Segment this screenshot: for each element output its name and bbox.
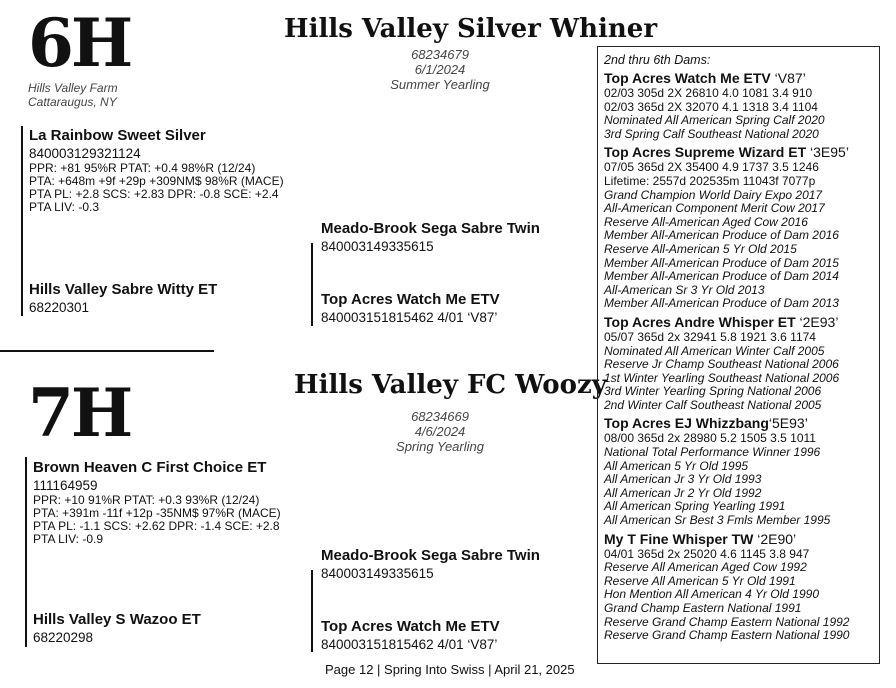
dam-entry-name xyxy=(604,314,874,331)
grand-dam-registration: 840003151815462 4/01 ‘V87’ xyxy=(321,310,498,325)
dam-honor: All-American Sr 3 Yr Old 2013 xyxy=(604,282,765,297)
dam-honor: Grand Champ Eastern National 1991 xyxy=(604,601,802,615)
dam-entry xyxy=(604,314,874,413)
dam-block xyxy=(29,281,217,316)
dam-entry-name xyxy=(604,415,874,432)
sire-registration: 840003129321124 xyxy=(29,146,141,161)
dam-honor: Reserve Jr Champ Southeast National 2006 xyxy=(604,357,839,372)
animal-birthdate: 4/6/2024 xyxy=(414,424,466,439)
animal-info xyxy=(340,47,540,92)
dam-record: 05/07 365d 2x 32941 5.8 1921 3.6 1174 xyxy=(604,329,816,344)
farm-location: Cattaraugus, NY xyxy=(28,95,117,109)
dam-pedigree-bracket xyxy=(311,570,313,652)
sire-of-dam-name: Meado-Brook Sega Sabre Twin xyxy=(321,547,540,564)
dam-honor: 3rd Spring Calf Southeast National 2020 xyxy=(604,126,819,141)
dam-honor: Member All-American Produce of Dam 2013 xyxy=(604,296,839,311)
dam-record: Lifetime: 2557d 202535m 11043f 7077p xyxy=(604,173,816,188)
dam-entry-title: My T Fine Whisper TW xyxy=(604,530,754,547)
dam-honor: Member All-American Produce of Dam 2016 xyxy=(604,228,839,243)
dam-registration: 68220301 xyxy=(29,300,90,315)
grand-dam-registration: 840003151815462 4/01 ‘V87’ xyxy=(321,637,498,652)
dam-honor: All American Spring Yearling 1991 xyxy=(604,499,786,514)
farm-name: Hills Valley Farm xyxy=(28,81,118,95)
dam-honor: National Total Performance Winner 1996 xyxy=(604,445,821,460)
sire-genomics-line: PTA LIV: -0.3 xyxy=(29,200,100,214)
sire-block xyxy=(33,459,281,546)
dam-classification: ‘2E93’ xyxy=(799,313,839,330)
dam-entry xyxy=(604,70,874,141)
dam-registration: 68220298 xyxy=(33,630,94,645)
dam-block xyxy=(33,611,201,646)
animal-info xyxy=(340,409,540,454)
dam-honor: 1st Winter Yearling Southeast National 2006 xyxy=(604,370,840,385)
sire-genomics-line: PTA PL: +2.8 SCS: +2.83 DPR: -0.8 SCE: +2.4 xyxy=(29,187,279,201)
dam-honor: Member All-American Produce of Dam 2014 xyxy=(604,269,839,284)
dam-entry-name xyxy=(604,531,874,548)
dam-classification: ‘2E90’ xyxy=(757,530,797,547)
sire-of-dam-registration: 840003149335615 xyxy=(321,239,434,254)
dam-pedigree-bracket xyxy=(311,243,313,326)
sire-of-dam-block xyxy=(321,220,540,255)
sire-genomics-line: PTA LIV: -0.9 xyxy=(33,532,104,546)
dam-honor: Reserve All American 5 Yr Old 1991 xyxy=(604,573,796,588)
dam-entry-name xyxy=(604,70,874,87)
dam-honor: Reserve All American Aged Cow 1992 xyxy=(604,560,807,575)
dam-honor: All American Jr 2 Yr Old 1992 xyxy=(604,485,762,500)
dam-record: 02/03 305d 2X 26810 4.0 1081 3.4 910 xyxy=(604,86,813,100)
dam-honor: All American 5 Yr Old 1995 xyxy=(604,458,749,473)
sire-of-dam-block xyxy=(321,547,540,582)
section-divider xyxy=(0,350,214,352)
dam-record: 08/00 365d 2x 28980 5.2 1505 3.5 1011 xyxy=(604,431,816,446)
grand-dam-block xyxy=(321,291,500,326)
page-footer: Page 12 | Spring Into Swiss | April 21, 2025 xyxy=(325,662,575,677)
grand-dam-name: Top Acres Watch Me ETV xyxy=(321,618,500,635)
sire-genomics-line: PTA PL: -1.1 SCS: +2.62 DPR: -1.4 SCE: +2.8 xyxy=(33,519,280,533)
animal-registration: 68234669 xyxy=(411,409,469,424)
lot-number: 6H xyxy=(28,4,131,82)
dam-classification: ‘V87’ xyxy=(774,70,806,86)
dam-honor: Reserve All-American Aged Cow 2016 xyxy=(604,214,808,229)
sire-of-dam-registration: 840003149335615 xyxy=(321,566,434,581)
dam-classification: ‘3E95’ xyxy=(810,144,849,161)
animal-registration: 68234679 xyxy=(411,47,469,62)
dam-record: 04/01 365d 2x 25020 4.6 1145 3.8 947 xyxy=(604,546,810,561)
grand-dam-name: Top Acres Watch Me ETV xyxy=(321,291,500,308)
dam-honor: Nominated All American Winter Calf 2005 xyxy=(604,343,825,358)
dam-honor: All-American Component Merit Cow 2017 xyxy=(604,201,825,216)
dam-entry-title: Top Acres Watch Me ETV xyxy=(604,70,771,86)
animal-birthdate: 6/1/2024 xyxy=(414,62,466,77)
dam-honor: 2nd Winter Calf Southeast National 2005 xyxy=(604,397,822,412)
dam-entry-title: Top Acres Andre Whisper ET xyxy=(604,313,796,330)
dam-honor: Reserve Grand Champ Eastern National 1990 xyxy=(604,628,850,643)
sire-genomics-line: PTA: +648m +9f +29p +309NM$ 98%R (MACE) xyxy=(29,174,284,188)
dam-entry-title: Top Acres Supreme Wizard ET xyxy=(604,144,807,161)
dam-classification: ‘5E93’ xyxy=(768,415,808,432)
dam-record: 02/03 365d 2X 32070 4.1 1318 3.4 1104 xyxy=(604,99,818,114)
dam-name: Hills Valley Sabre Witty ET xyxy=(29,281,218,298)
dam-honor: Reserve All-American 5 Yr Old 2015 xyxy=(604,241,797,256)
sire-genomics-line: PTA: +391m -11f +12p -35NM$ 97%R (MACE) xyxy=(33,506,281,520)
breeder-info xyxy=(28,81,118,109)
dam-entry xyxy=(604,415,874,527)
sire-block xyxy=(29,127,284,214)
dam-entry-name xyxy=(604,144,874,161)
dam-honor: All American Sr Best 3 Fmls Member 1995 xyxy=(604,513,831,528)
dams-heading: 2nd thru 6th Dams: xyxy=(604,53,711,67)
dam-entry xyxy=(604,144,874,311)
dam-honor: Member All-American Produce of Dam 2015 xyxy=(604,255,839,270)
sire-of-dam-name: Meado-Brook Sega Sabre Twin xyxy=(321,220,540,237)
dam-honor: Grand Champion World Dairy Expo 2017 xyxy=(604,187,823,202)
lot-number: 7H xyxy=(28,374,131,452)
animal-class: Summer Yearling xyxy=(390,77,490,92)
sire-name: La Rainbow Sweet Silver xyxy=(29,127,206,144)
dam-name: Hills Valley S Wazoo ET xyxy=(33,611,201,628)
animal-name: Hills Valley FC Woozy xyxy=(294,370,607,400)
sire-genomics-line: PPR: +10 91%R PTAT: +0.3 93%R (12/24) xyxy=(33,493,260,507)
grand-dam-block xyxy=(321,618,500,653)
pedigree-bracket xyxy=(21,126,23,316)
dam-honor: All American Jr 3 Yr Old 1993 xyxy=(604,472,762,487)
dams-box xyxy=(597,46,880,664)
sire-registration: 111164959 xyxy=(33,478,98,493)
animal-class: Spring Yearling xyxy=(396,439,484,454)
animal-name: Hills Valley Silver Whiner xyxy=(284,14,658,44)
dam-entry xyxy=(604,531,874,643)
pedigree-bracket xyxy=(25,457,27,647)
dam-entry-title: Top Acres EJ Whizzbang xyxy=(604,415,769,432)
dam-honor: 3rd Winter Yearling Spring National 2006 xyxy=(604,384,822,399)
dam-honor: Nominated All American Spring Calf 2020 xyxy=(604,113,825,128)
sire-name: Brown Heaven C First Choice ET xyxy=(33,459,267,476)
dam-record: 07/05 365d 2X 35400 4.9 1737 3.5 1246 xyxy=(604,160,819,175)
dam-honor: Hon Mention All American 4 Yr Old 1990 xyxy=(604,587,819,602)
dam-honor: Reserve Grand Champ Eastern National 1992 xyxy=(604,614,850,629)
sire-genomics-line: PPR: +81 95%R PTAT: +0.4 98%R (12/24) xyxy=(29,161,256,175)
